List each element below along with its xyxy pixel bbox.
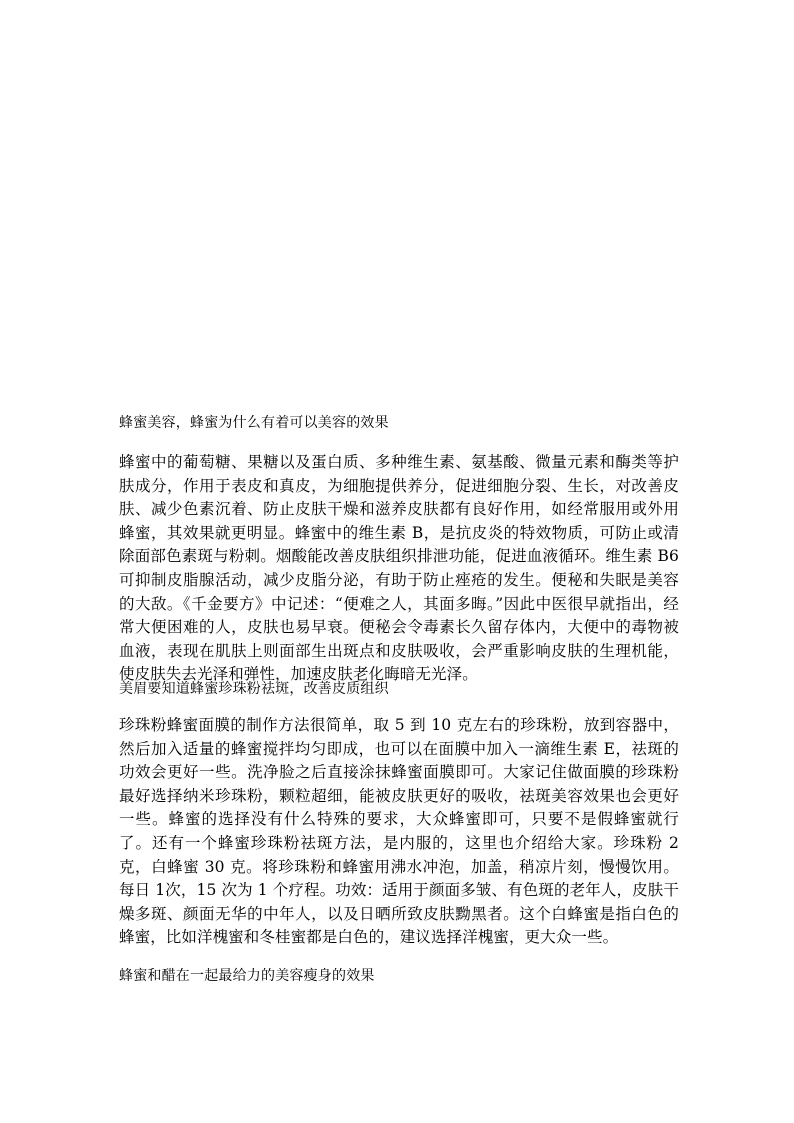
section-paragraph-pearl-powder: 珍珠粉蜂蜜面膜的制作方法很简单，取 5 到 10 克左右的珍珠粉，放到容器中，然后加入适量的蜂蜜搅拌均匀即成，也可以在面膜中加入一滴维生素 E，祛斑的功效会更好一些。洗净脸之后直接涂抹蜂蜜面膜即可。大家记住做面膜的珍珠粉最好选择纳米珍珠粉，颗粒超细，能被皮肤更好的吸收，祛斑美容效果也会更好一些。蜂蜜的选择没有什么特殊的要求，大众蜂蜜即可，只要不是假蜂蜜就行了。还有一个蜂蜜珍珠粉祛斑方法，是内服的，这里也介绍给大家。珍珠粉 2 克，白蜂蜜 30 克。将珍珠粉和蜂蜜用沸水冲泡，加盖，稍凉片刻，慢慢饮用。每日 1次，15 次为 1 个疗程。功效：适用于颜面多皱、有色斑的老年人，皮肤干燥多斑、颜面无华的中年人，以及日晒所致皮肤黝黑者。这个白蜂蜜是指白色的蜂蜜，比如洋槐蜜和冬桂蜜都是白色的，建议选择洋槐蜜，更大众一些。: [119, 716, 679, 947]
section-heading-honey-vinegar: 蜂蜜和醋在一起最给力的美容瘦身的效果: [119, 968, 375, 984]
section-heading-pearl-powder: 美眉要知道蜂蜜珍珠粉祛斑，改善皮质组织: [119, 681, 389, 697]
section-heading-honey-beauty: 蜂蜜美容，蜂蜜为什么有着可以美容的效果: [119, 415, 389, 431]
section-paragraph-honey-beauty: 蜂蜜中的葡萄糖、果糖以及蛋白质、多种维生素、氨基酸、微量元素和酶类等护肤成分，作用于表皮和真皮，为细胞提供养分，促进细胞分裂、生长，对改善皮肤、减少色素沉着、防止皮肤干燥和滋养皮肤都有良好作用，如经常服用或外用蜂蜜，其效果就更明显。蜂蜜中的维生素 B，是抗皮炎的特效物质，可防止或清除面部色素斑与粉刺。烟酸能改善皮肤组织排泄功能，促进血液循环。维生素 B6可抑制皮脂腺活动，减少皮脂分泌，有助于防止痤疮的发生。便秘和失眠是美容的大敌。《千金要方》中记述：“便难之人，其面多晦。”因此中医很早就指出，经常大便困难的人，皮肤也易早衰。便秘会令毒素长久留存体内，大便中的毒物被血液，表现在肌肤上则面部生出斑点和皮肤吸收，会严重影响皮肤的生理机能，使皮肤失去光泽和弹性，加速皮肤老化晦暗无光泽。: [119, 453, 679, 684]
document-page: [119, 0, 685, 1123]
